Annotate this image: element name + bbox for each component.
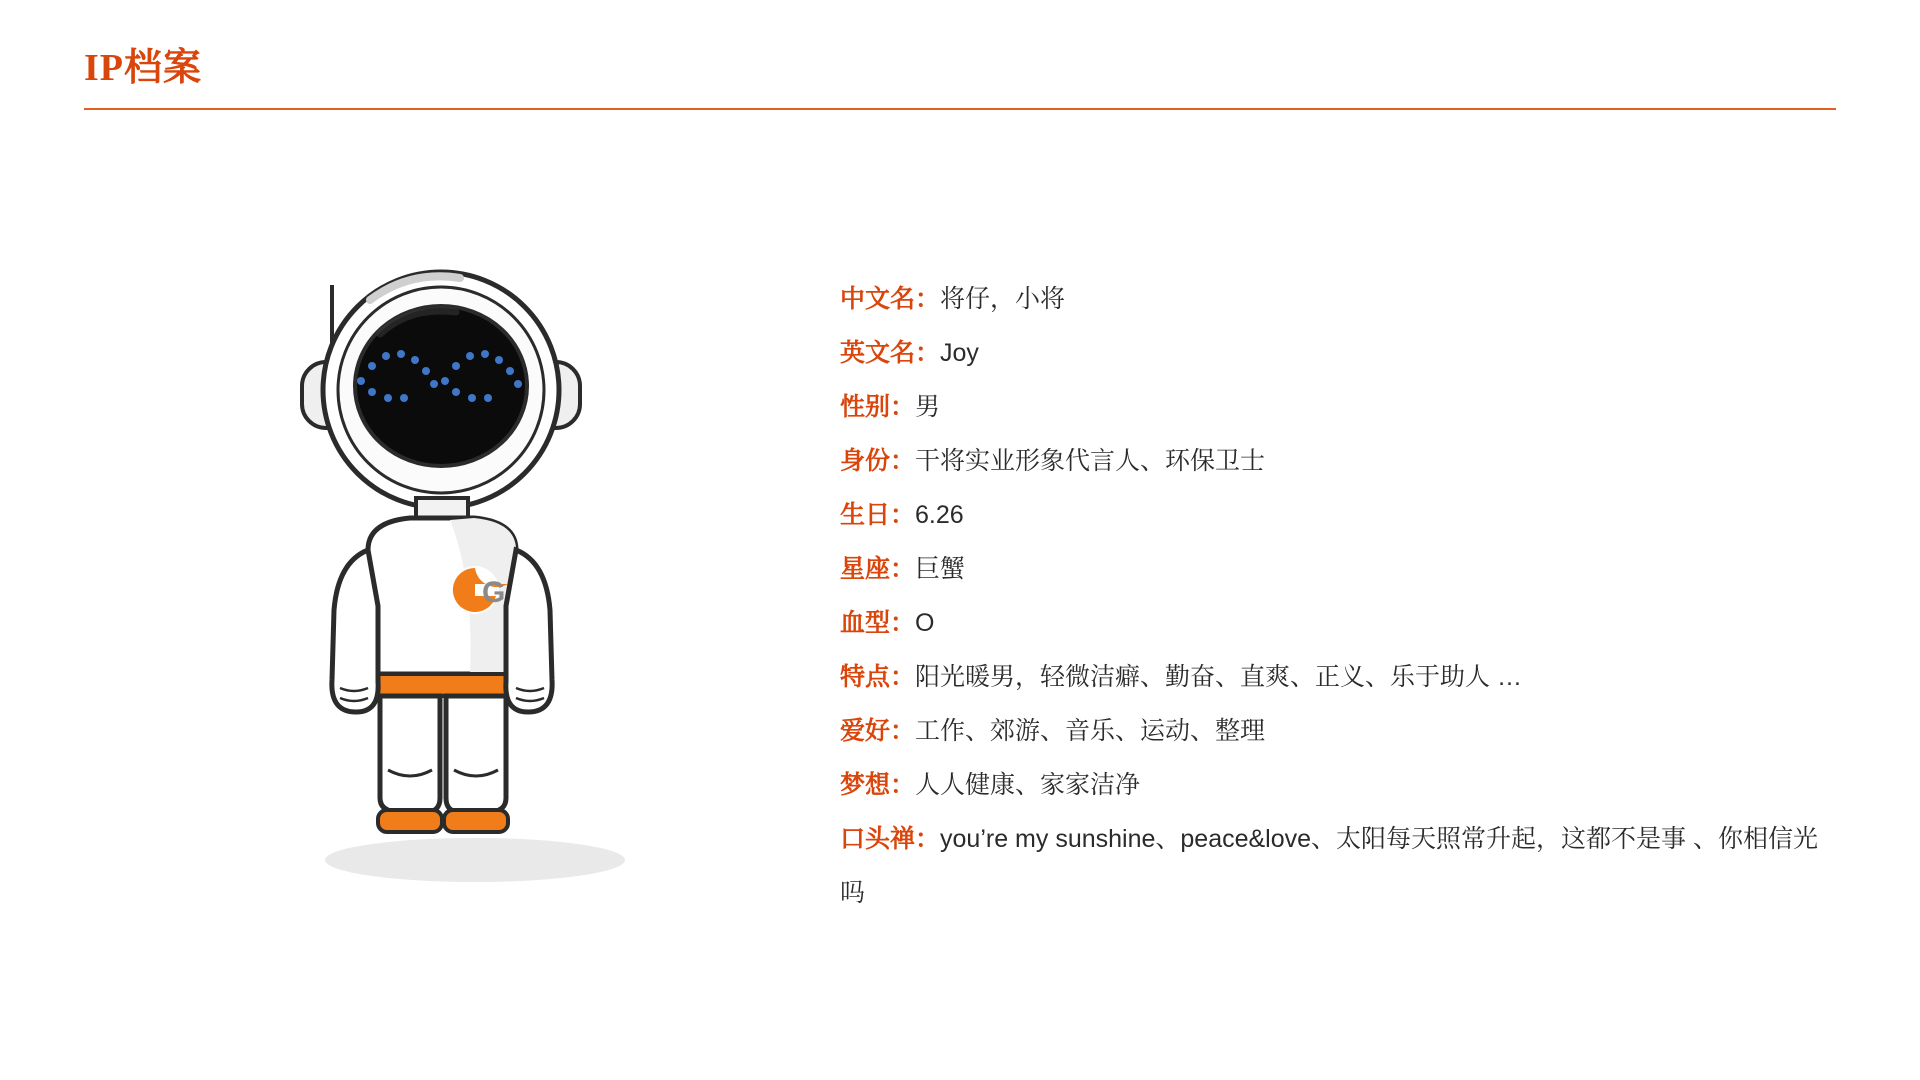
profile-row — [840, 596, 1830, 650]
profile-label: 生日： — [840, 501, 916, 529]
arm-left — [332, 550, 378, 712]
profile-value: 阳光暖男，轻微洁癖、勤奋、直爽、正义、乐于助人 … — [915, 663, 1522, 691]
profile-value: 干将实业形象代言人、环保卫士 — [915, 447, 1266, 475]
profile-value: 巨蟹 — [915, 555, 966, 583]
profile-row — [840, 812, 1830, 920]
profile-label: 特点： — [840, 663, 916, 691]
profile-row — [840, 758, 1830, 812]
profile-value: Joy — [940, 339, 979, 367]
profile-label: 梦想： — [840, 771, 916, 799]
boot-left — [378, 810, 442, 832]
mascot-shadow — [325, 838, 625, 882]
mascot-illustration — [260, 250, 680, 890]
profile-row — [840, 704, 1830, 758]
profile-label: 血型： — [840, 609, 916, 637]
profile-value: 6.26 — [915, 501, 964, 529]
profile-row — [840, 326, 1830, 380]
title-divider — [84, 108, 1836, 110]
profile-label: 英文名： — [840, 339, 941, 367]
profile-value: 人人健康、家家洁净 — [915, 771, 1141, 799]
arm-right — [506, 550, 552, 712]
page-header — [84, 48, 1836, 110]
leg-left — [380, 696, 440, 812]
profile-label: 中文名： — [840, 285, 941, 313]
profile-label: 星座： — [840, 555, 916, 583]
profile-value: O — [915, 609, 935, 637]
profile-row — [840, 380, 1830, 434]
profile-value: 将仔，小将 — [940, 285, 1066, 313]
page-title: IP档案 — [84, 47, 203, 89]
profile-row — [840, 650, 1830, 704]
profile-label: 性别： — [840, 393, 916, 421]
profile-label: 爱好： — [840, 717, 916, 745]
profile-value: 工作、郊游、音乐、运动、整理 — [915, 717, 1266, 745]
profile-list — [840, 272, 1830, 920]
belt — [362, 674, 522, 696]
profile-row — [840, 542, 1830, 596]
profile-label: 口头禅： — [840, 825, 941, 853]
profile-row — [840, 488, 1830, 542]
profile-row — [840, 272, 1830, 326]
boot-right — [444, 810, 508, 832]
profile-row — [840, 434, 1830, 488]
profile-value: 男 — [915, 393, 941, 421]
profile-label: 身份： — [840, 447, 916, 475]
svg-text:G: G — [482, 576, 506, 609]
leg-right — [446, 696, 506, 812]
profile-value: you’re my sunshine、peace&love、太阳每天照常升起，这都不是事 、你相信光吗 — [840, 825, 1818, 907]
